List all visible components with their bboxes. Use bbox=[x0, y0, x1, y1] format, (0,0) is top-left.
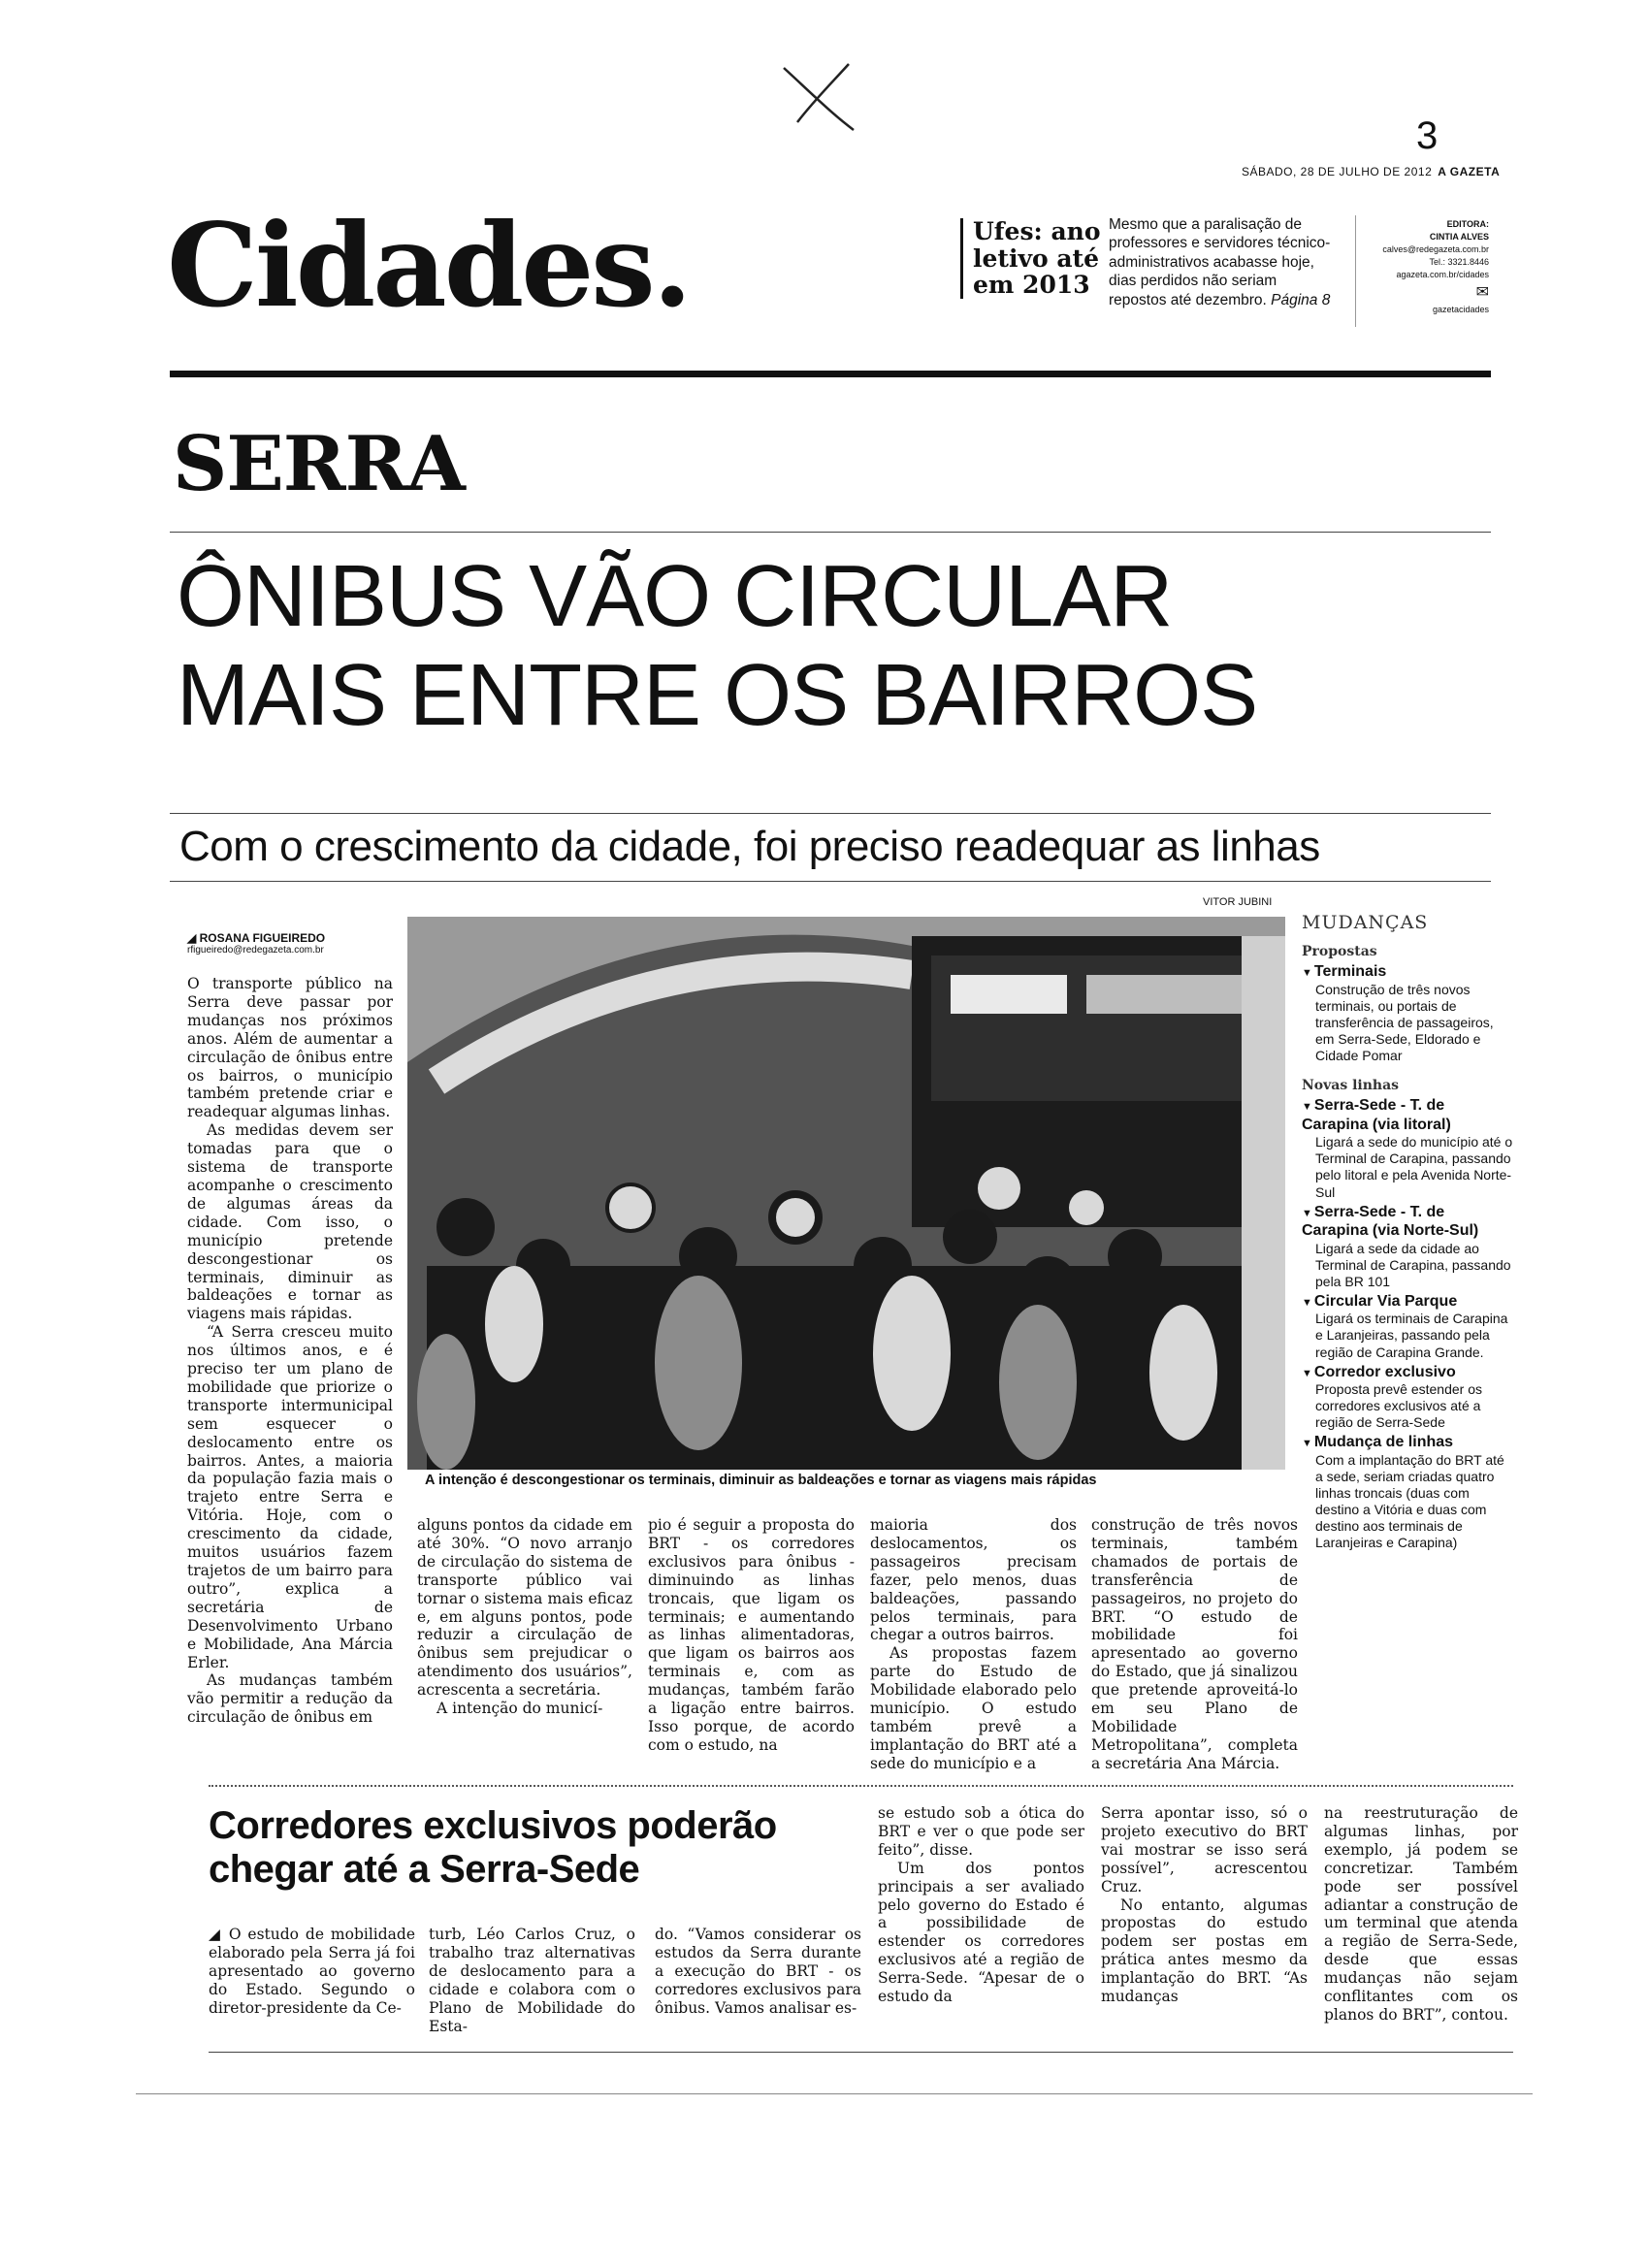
bottom-rule bbox=[209, 2052, 1513, 2053]
rule bbox=[170, 881, 1491, 882]
paragraph: do. “Vamos considerar os estudos da Serra durante a execução do BRT - os corredores exclusivos para ônibus. Vamos analisar es- bbox=[655, 1926, 861, 2017]
scan-edge bbox=[136, 2093, 1533, 2094]
photo-caption: A intenção é descongestionar os terminais, diminuir as baldeações e tornar as viagens mais rápidas bbox=[425, 1473, 1097, 1488]
paragraph: No entanto, algumas propostas do estudo podem ser postas em prática antes mesmo da implantação do BRT. “As mudanças bbox=[1101, 1895, 1308, 2006]
second-article-column-6 bbox=[1324, 1804, 1518, 2025]
editor-name: CINTIA ALVES bbox=[1429, 232, 1489, 243]
newspaper-name: A GAZETA bbox=[1438, 165, 1501, 178]
paragraph: As mudanças também vão permitir a redução da circulação de ônibus em bbox=[187, 1671, 393, 1727]
rule bbox=[170, 532, 1491, 533]
paragraph: turb, Léo Carlos Cruz, o trabalho traz alternativas de deslocamento para a cidade e colabora com o Plano de Mobilidade do Esta- bbox=[429, 1926, 635, 2035]
second-article-column-5 bbox=[1101, 1804, 1308, 2006]
sidebar-box bbox=[1302, 912, 1513, 1551]
date: SÁBADO, 28 DE JULHO DE 2012 bbox=[1242, 165, 1433, 178]
sidebar-title: MUDANÇAS bbox=[1302, 912, 1429, 933]
paragraph: pio é seguir a proposta do BRT - os corredores exclusivos para ônibus - diminuindo as linhas troncais, que ligam os terminais; e aumentando as linhas alimentadoras, que ligam os bairros aos terminais e, com as mudanças, também farão a ligação entre bairros. Isso porque, de acordo com o estudo, na bbox=[648, 1516, 855, 1754]
second-article-headline: Corredores exclusivos poderão chegar até a Serra-Sede bbox=[209, 1804, 777, 1891]
section-divider bbox=[209, 1785, 1513, 1787]
sidebar-item-desc: Construção de três novos terminais, ou portais de transferência de passageiros, em Serra-Sede, Eldorado e Cidade Pomar bbox=[1315, 981, 1494, 1064]
article-kicker: SERRA bbox=[173, 420, 465, 508]
headline-line-2: MAIS ENTRE OS BAIRROS bbox=[177, 646, 1258, 744]
header-rule bbox=[170, 371, 1491, 377]
author-email: rfigueiredo@redegazeta.com.br bbox=[187, 945, 324, 956]
rule bbox=[170, 813, 1491, 814]
paragraph: Serra apontar isso, só o projeto executivo do BRT vai mostrar se isso será possível”, acrescentou Cruz. bbox=[1101, 1804, 1308, 1895]
sidebar-group: Novas linhas bbox=[1302, 1078, 1400, 1094]
paragraph: O transporte público na Serra deve passar por mudanças nos próximos anos. Além de aumentar a circulação de ônibus entre os bairros, o município também pretende criar e readequar algumas linhas. bbox=[187, 975, 393, 1121]
article-column-2 bbox=[417, 1516, 632, 1718]
paragraph: na reestruturação de algumas linhas, por exemplo, já podem se concretizar. Também pode ser possível adiantar a construção de um terminal que atenda a região de Serra-Sede, desde que essas mudanças não sejam conflitantes com os planos do BRT”, contou. bbox=[1324, 1804, 1518, 2024]
sidebar-item-label: Terminais bbox=[1313, 963, 1387, 981]
paragraph: As medidas devem ser tomadas para que o sistema de transporte acompanhe o crescimento de algumas áreas da cidade. Com isso, o município pretende descongestionar os terminais, diminuir as baldeações e tornar as viagens mais rápidas. bbox=[187, 1121, 393, 1323]
sidebar-item-desc: Ligará os terminais de Carapina e Laranjeiras, passando pela região de Carapina Grande. bbox=[1315, 1311, 1508, 1360]
sidebar-item-desc: Proposta prevê estender os corredores exclusivos até a região de Serra-Sede bbox=[1315, 1381, 1482, 1431]
sidebar-item bbox=[1302, 962, 1513, 982]
article-subhead: Com o crescimento da cidade, foi preciso readequar as linhas bbox=[179, 823, 1320, 870]
editor-site: agazeta.com.br/cidades bbox=[1396, 270, 1489, 280]
paragraph: Um dos pontos principais a ser avaliado pelo governo do Estado é a possibilidade de estender os corredores exclusivos até a região de Serra-Sede. “Apesar de o estudo da bbox=[878, 1859, 1084, 2006]
sidebar-item bbox=[1302, 1292, 1513, 1312]
paragraph: ◢ O estudo de mobilidade elaborado pela Serra já foi apresentado ao governo do Estado. Segundo o diretor-presidente da Ce- bbox=[209, 1926, 415, 2017]
article-column-3 bbox=[648, 1516, 855, 1755]
paragraph: maioria dos deslocamentos, os passageiros precisam fazer, pelo menos, duas baldeações, passando pelos terminais, para chegar a outros bairros. bbox=[870, 1516, 1077, 1644]
sidebar-item-desc: Ligará a sede do município até o Terminal de Carapina, passando pelo litoral e pela Avenida Norte-Sul bbox=[1315, 1134, 1513, 1200]
sidebar-item-label: Circular Via Parque bbox=[1313, 1292, 1458, 1310]
teaser-text bbox=[1109, 215, 1332, 309]
sidebar-item-label: Serra-Sede - T. de Carapina (via litoral) bbox=[1302, 1097, 1451, 1133]
page-number: 3 bbox=[1416, 114, 1439, 157]
sidebar-group: Propostas bbox=[1302, 944, 1377, 960]
triangle-icon: ▼ bbox=[1302, 1296, 1312, 1309]
sidebar-item-label: Serra-Sede - T. de Carapina (via Norte-Sul) bbox=[1302, 1203, 1479, 1240]
paragraph: As propostas fazem parte do Estudo de Mobilidade elaborado pelo município. O estudo também prevê a implantação do BRT até a sede do município e a bbox=[870, 1644, 1077, 1772]
paragraph: construção de três novos terminais, também chamados de portais de transferência de passageiros, no projeto do BRT. “O estudo de mobilidade foi apresentado ao governo do Estado, que já sinalizou que pretende aproveitá-lo em seu Plano de Mobilidade Metropolitana”, completa a secretária Ana Márcia. bbox=[1091, 1516, 1298, 1772]
teaser-body: Mesmo que a paralisação de professores e servidores técnico-administrativos acabasse hoje, dias perdidos não seriam repostos até dezembro. bbox=[1109, 216, 1331, 308]
editor-email: calves@redegazeta.com.br bbox=[1382, 244, 1489, 255]
second-article-column-2 bbox=[429, 1926, 635, 2035]
paragraph: A intenção do municí- bbox=[436, 1700, 603, 1718]
sidebar-item-desc: Com a implantação do BRT até a sede, seriam criadas quatro linhas troncais (duas com destino a Vitória e duas com destino aos terminais de Laranjeiras e Carapina) bbox=[1315, 1451, 1504, 1551]
teaser-page-ref: Página 8 bbox=[1271, 291, 1331, 308]
triangle-icon: ▼ bbox=[1302, 1438, 1312, 1450]
paragraph: alguns pontos da cidade em até 30%. “O novo arranjo de circulação do sistema de transporte público vai tornar o sistema mais eficaz e, em alguns pontos, pode reduzir a circulação de ônibus sem prejudicar o atendimento dos usuários”, acrescenta a secretária. bbox=[417, 1516, 632, 1700]
triangle-icon: ▼ bbox=[1302, 1207, 1312, 1219]
handwritten-x-mark bbox=[776, 58, 863, 136]
sidebar-item bbox=[1302, 1363, 1513, 1382]
photo-credit: VITOR JUBINI bbox=[1203, 896, 1273, 908]
headline-line-1: ÔNIBUS VÃO CIRCULAR bbox=[177, 548, 1173, 645]
paragraph: se estudo sob a ótica do BRT e ver o que pode ser feito”, disse. bbox=[878, 1804, 1084, 1859]
teaser-title: Ufes: ano letivo até em 2013 bbox=[960, 218, 1104, 299]
paragraph: “A Serra cresceu muito nos últimos anos, e é preciso ter um plano de mobilidade que priorize o transporte intermunicipal sem esquecer o deslocamento entre os bairros. Antes, a maioria da população fazia mais o trajeto entre Serra e Vitória. Hoje, com o crescimento da cidade, muitos usuários fazem trajetos de um bairro para outro”, explica a secretária de Desenvolvimento Urbano e Mobilidade, Ana Márcia Erler. bbox=[187, 1323, 393, 1671]
section-title: Cidades. bbox=[167, 198, 690, 333]
author: ROSANA FIGUEIREDO bbox=[199, 931, 326, 945]
paragraph-text: O estudo de mobilidade elaborado pela Serra já foi apresentado ao governo do Estado. Segundo o diretor-presidente da Ce- bbox=[209, 1926, 415, 2017]
sidebar-item bbox=[1302, 1433, 1513, 1452]
divider bbox=[1355, 215, 1356, 327]
triangle-icon: ▼ bbox=[1302, 1101, 1312, 1114]
author-name: ◢ ROSANA FIGUEIREDO bbox=[187, 931, 326, 945]
second-article-column-3 bbox=[655, 1926, 861, 2018]
article-column-1 bbox=[187, 975, 393, 1727]
sidebar-item-label: Corredor exclusivo bbox=[1313, 1363, 1456, 1380]
sidebar-item-desc: Ligará a sede da cidade ao Terminal de Carapina, passando pela BR 101 bbox=[1315, 1240, 1511, 1289]
article-headline bbox=[177, 548, 1496, 745]
second-article-column-4 bbox=[878, 1804, 1084, 2006]
editor-box bbox=[1358, 218, 1489, 316]
dateline bbox=[1242, 165, 1500, 178]
article-column-4 bbox=[870, 1516, 1077, 1773]
article-column-5 bbox=[1091, 1516, 1298, 1773]
social-icon: ✉ bbox=[1475, 284, 1489, 302]
byline bbox=[187, 931, 325, 956]
triangle-icon: ▼ bbox=[1302, 967, 1312, 980]
sidebar-item bbox=[1302, 1203, 1513, 1241]
sidebar-item bbox=[1302, 1096, 1513, 1134]
sidebar-item-label: Mudança de linhas bbox=[1313, 1434, 1454, 1451]
article-photo bbox=[407, 917, 1285, 1470]
editor-social: gazetacidades bbox=[1432, 305, 1489, 315]
second-article-column-1 bbox=[209, 1926, 415, 2018]
editor-label: EDITORA: bbox=[1446, 219, 1489, 229]
editor-phone: Tel.: 3321.8446 bbox=[1429, 257, 1489, 268]
triangle-icon: ▼ bbox=[1302, 1367, 1312, 1379]
